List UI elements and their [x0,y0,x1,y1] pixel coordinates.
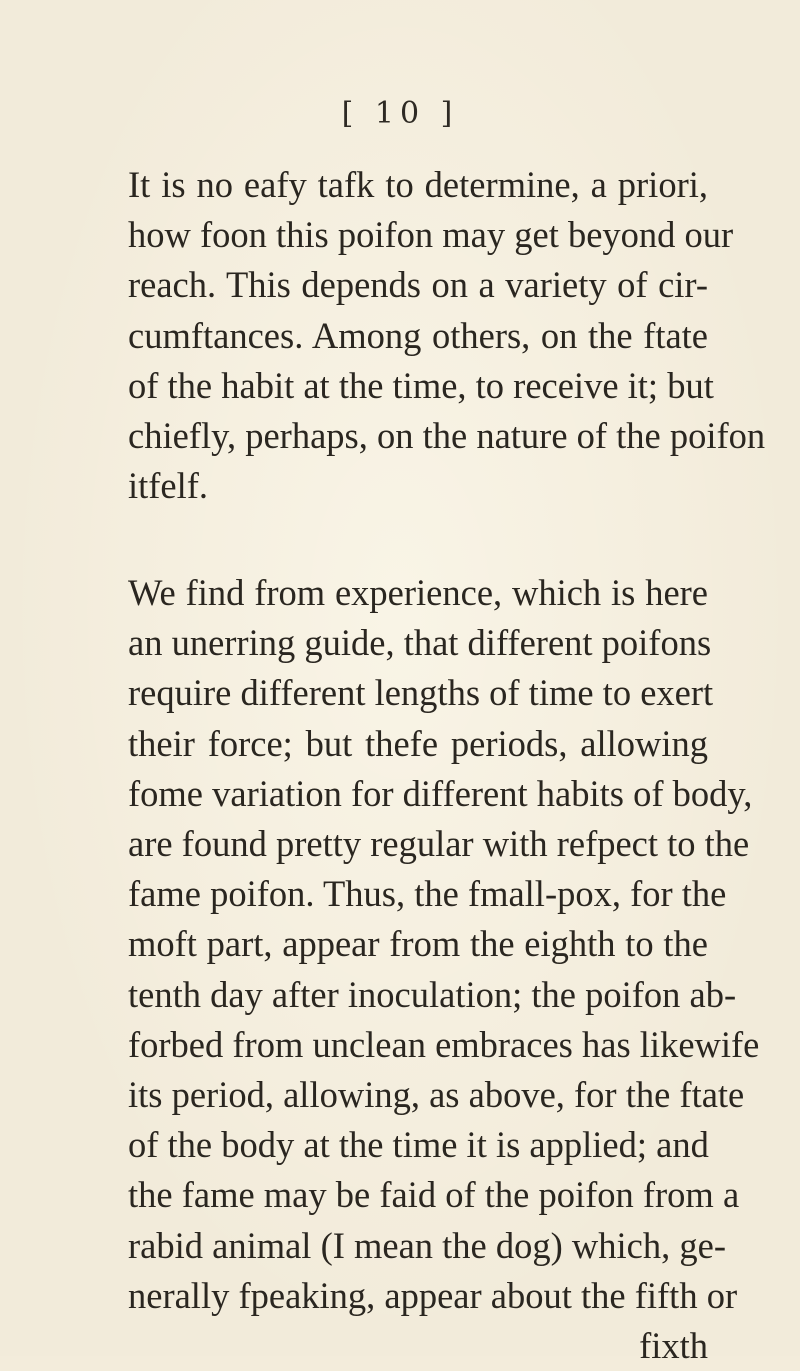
text-line: cumftances. Among others, on the ftate [128,314,708,356]
text-line: require different lengths of time to exert [128,672,714,714]
text-line: its period, allowing, as above, for the ftate [128,1074,745,1116]
text-line: an unerring guide, that different poifons [128,622,712,664]
text-line: reach. This depends on a variety of cir- [128,264,708,306]
text-line: We find from experience, which is here [128,572,708,613]
text-line: the fame may be faid of the poifon from a [128,1174,740,1216]
text-line: chiefly, perhaps, on the nature of the poifon [128,415,766,457]
text-line: are found pretty regular with refpect to the [128,823,750,865]
text-line: their force; but thefe periods, allowing [128,722,708,764]
text-line: of the body at the time it is applied; and [128,1124,709,1166]
text-line: fome variation for different habits of body, [128,772,753,814]
text-line: how foon this poifon may get beyond our [128,214,734,256]
text-line: itfelf. [128,465,209,507]
catchword: fixth [639,1325,708,1367]
text-line: nerally fpeaking, appear about the fifth or [128,1274,738,1316]
text-line: of the habit at the time, to receive it; but [128,364,714,406]
paragraph-2 [128,568,760,1371]
paragraph-1 [128,160,766,511]
text-line: It is no eafy tafk to determine, a priori, [128,164,708,205]
text-line: forbed from unclean embraces has likewife [128,1023,760,1065]
text-line: fame poifon. Thus, the fmall-pox, for the [128,873,727,915]
text-line: rabid animal (I mean the dog) which, ge- [128,1224,726,1266]
page-number: [ 10 ] [341,96,459,131]
text-line: tenth day after inoculation; the poifon ab- [128,973,737,1015]
text-line: moft part, appear from the eighth to the [128,923,708,965]
